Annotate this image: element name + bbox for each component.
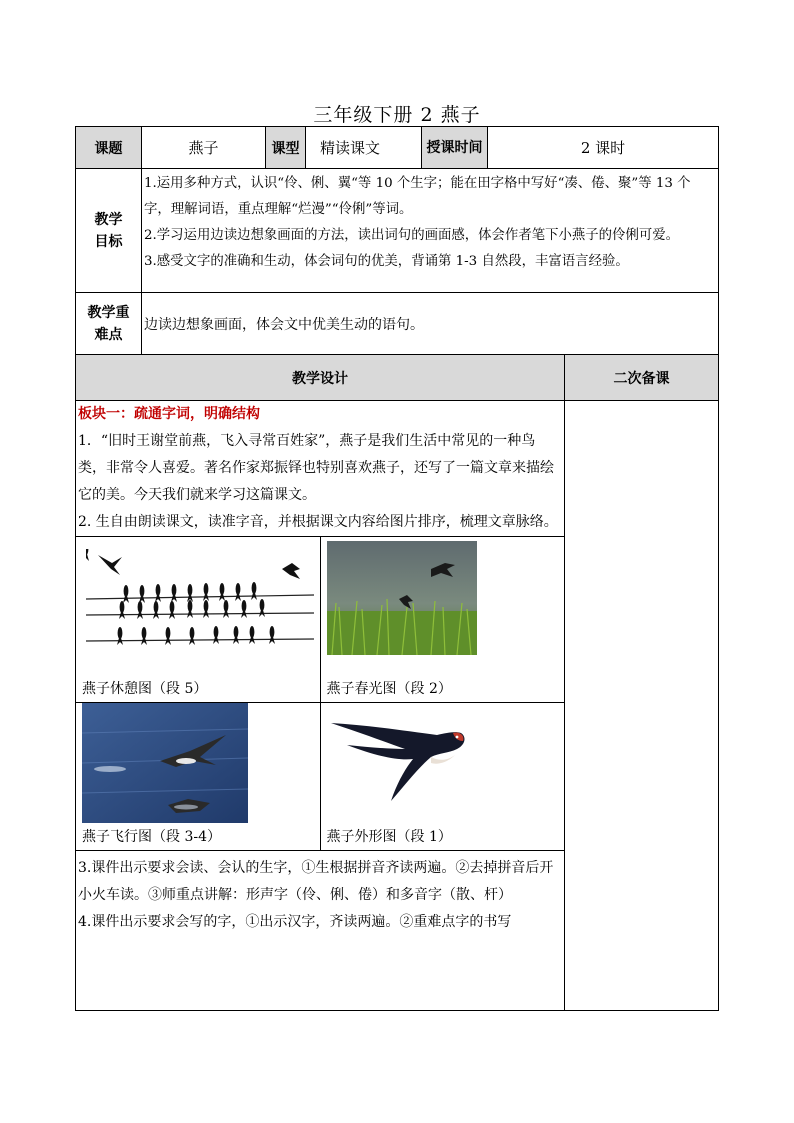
design-header: 教学设计 xyxy=(76,355,565,401)
picture-cell-flight xyxy=(76,703,320,851)
bird-row-middle xyxy=(119,599,265,619)
key-points-label: 教学重难点 xyxy=(76,293,142,355)
design-paragraph-2: 2. 生自由朗读课文，读准字音，并根据课文内容给图片排序，梳理文章脉络。 xyxy=(78,514,558,530)
design-paragraph-4: 4.课件出示要求会写的字，①出示汉字，齐读两遍。②重难点字的书写 xyxy=(78,914,512,930)
lesson-plan-table xyxy=(75,126,719,1011)
caption-rest: 燕子休憩图（段 5） xyxy=(82,681,208,697)
objective-item: 1.运用多种方式，认识“伶、俐、翼“等 10 个生字；能在田字格中写好“凑、倦、聚”等 13 个字，理解词语，重点理解“烂漫”“伶俐”等词。 xyxy=(144,176,691,217)
picture-cell-appearance xyxy=(320,703,564,851)
notes-header: 二次备课 xyxy=(565,355,719,401)
caption-appearance: 燕子外形图（段 1） xyxy=(326,829,452,845)
hours-label: 授课时间 xyxy=(422,127,488,169)
section1-title: 板块一：疏通字词，明确结构 xyxy=(78,406,260,422)
objective-item: 2.学习运用边读边想象画面的方法，读出词句的画面感，体会作者笔下小燕子的伶俐可爱。 xyxy=(144,228,680,243)
picture-cell-rest xyxy=(76,537,320,703)
bird-row-bottom xyxy=(117,626,275,645)
hours-value: 2 课时 xyxy=(488,127,719,169)
objectives-content xyxy=(142,169,719,293)
design-paragraph-3: 3.课件出示要求会读、会认的生字，①生根据拼音齐读两遍。②去掉拼音后开小火车读。③师重点讲解：形声字（伶、俐、倦）和多音字（散、杆） xyxy=(78,860,554,903)
type-label: 课型 xyxy=(266,127,306,169)
design-paragraph-1: 1．“旧时王谢堂前燕，飞入寻常百姓家”，燕子是我们生活中常见的一种鸟类，非常令人喜爱。著名作家郑振铎也特别喜欢燕子，还写了一篇文章来描绘它的美。今天我们就来学习这篇课文。 xyxy=(78,433,554,503)
type-value: 精读课文 xyxy=(306,127,422,169)
notes-cell[interactable] xyxy=(565,401,719,1011)
caption-flight: 燕子飞行图（段 3-4） xyxy=(82,829,221,845)
swallows-on-wires-image xyxy=(86,549,314,653)
swallow-illustration-image xyxy=(327,705,475,811)
swallows-over-grass-image xyxy=(327,541,477,655)
key-points-text: 边读边想象画面，体会文中优美生动的语句。 xyxy=(142,293,719,355)
bird-row-top xyxy=(123,582,257,603)
objective-item: 3.感受文字的准确和生动，体会词句的优美，背诵第 1-3 自然段，丰富语言经验。 xyxy=(144,254,629,269)
picture-cell-spring xyxy=(320,537,564,703)
page-title: 三年级下册 2 燕子 xyxy=(313,104,481,126)
topic-value: 燕子 xyxy=(142,127,266,169)
topic-label: 课题 xyxy=(76,127,142,169)
objectives-label: 教学目标 xyxy=(76,169,142,293)
caption-spring: 燕子春光图（段 2） xyxy=(326,681,452,697)
design-content xyxy=(76,401,565,1011)
picture-grid xyxy=(76,536,564,851)
swallow-over-water-image xyxy=(82,703,248,823)
